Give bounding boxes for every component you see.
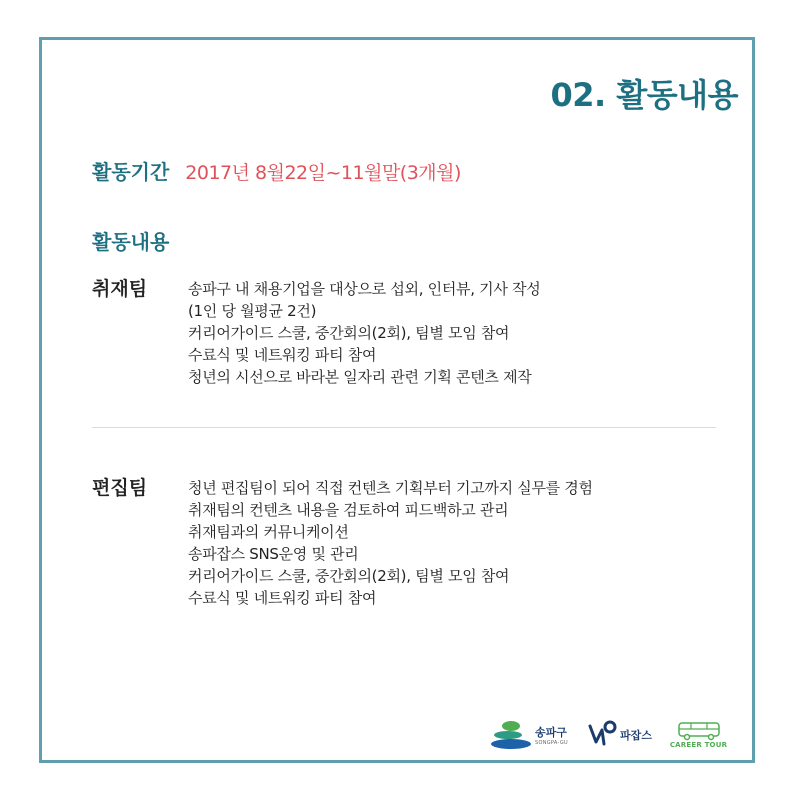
team-reporting [92,278,540,388]
partner-logos [488,712,745,758]
songpa-logo-sub: SONGPA-GU [535,740,568,746]
duty-item: 취재팀의 컨텐츠 내용을 검토하여 피드백하고 관리 [188,501,509,519]
team-duties [188,477,593,609]
duty-item: (1인 당 월평균 2건) [188,302,317,320]
songpa-emblem-icon [488,717,534,753]
pajobs-logo [586,718,652,752]
duty-item: 커리어가이드 스쿨, 중간회의(2회), 팀별 모임 참여 [188,324,510,342]
section-divider [92,427,716,428]
career-tour-logo [670,721,727,749]
duty-item: 커리어가이드 스쿨, 중간회의(2회), 팀별 모임 참여 [188,567,510,585]
bus-icon [673,721,725,741]
duty-item: 청년 편집팀이 되어 직접 컨텐츠 기획부터 기고까지 실무를 경험 [188,479,593,497]
pajobs-logo-name: 파잡스 [619,729,652,742]
duty-item: 수료식 및 네트워킹 파티 참여 [188,589,377,607]
activity-period [92,156,461,185]
page-frame [39,37,755,763]
team-editing [92,477,593,609]
songpa-logo [488,717,568,753]
duty-item: 청년의 시선으로 바라본 일자리 관련 기획 콘텐츠 제작 [188,368,532,386]
page-title: 02. 활동내용 [550,76,738,114]
duty-item: 송파잡스 SNS운영 및 관리 [188,545,359,563]
period-value: 2017년 8월22일~11월말(3개월) [185,162,461,184]
section-title: 활동내용 [92,230,170,254]
team-name: 취재팀 [92,278,148,300]
career-tour-logo-name: CAREER TOUR [669,741,728,749]
team-name: 편집팀 [92,477,148,499]
team-duties [188,278,540,388]
duty-item: 취재팀과의 커뮤니케이션 [188,523,349,541]
pajobs-emblem-icon [586,718,618,752]
duty-item: 송파구 내 채용기업을 대상으로 섭외, 인터뷰, 기사 작성 [188,280,541,298]
period-label: 활동기간 [92,160,170,184]
songpa-logo-name: 송파구 [535,726,567,739]
duty-item: 수료식 및 네트워킹 파티 참여 [188,346,377,364]
